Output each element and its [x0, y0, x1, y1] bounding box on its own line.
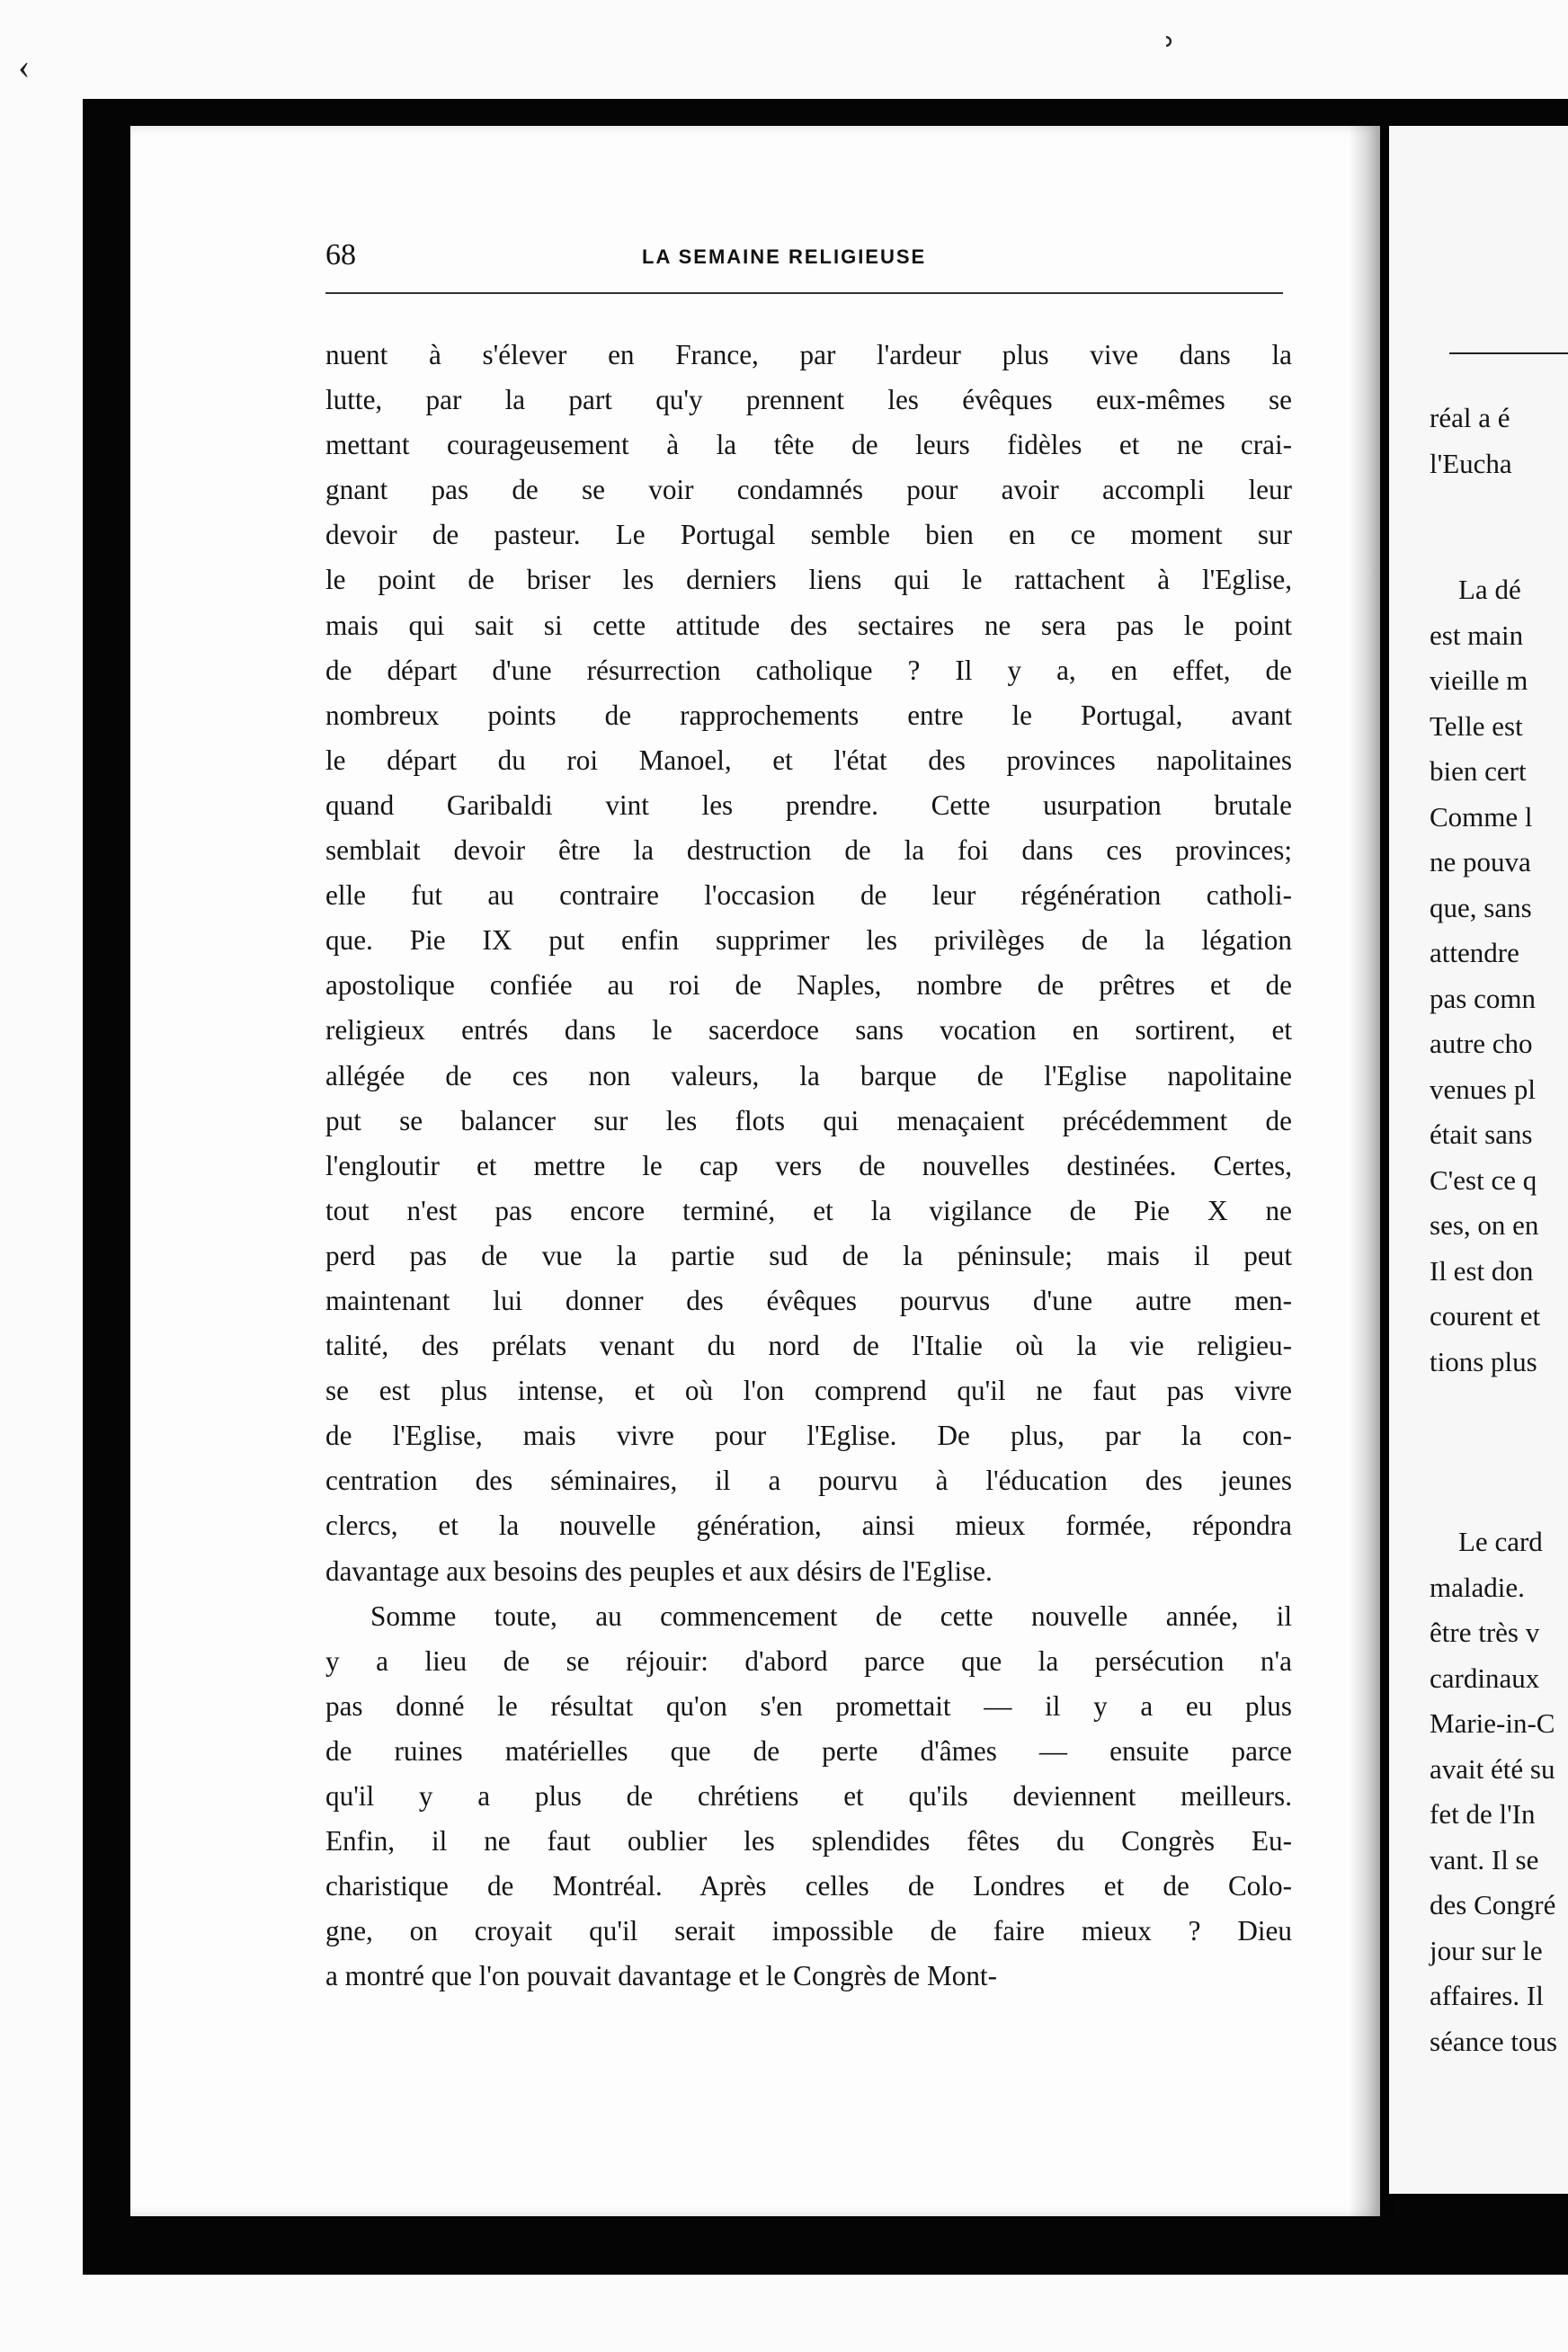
paragraph-gap [1430, 486, 1568, 567]
text-line: le départ du roi Manoel, et l'état des provinces napolitaines [325, 744, 1292, 776]
text-line: nuent à s'élever en France, par l'ardeur plus vive dans la [325, 339, 1292, 370]
text-line: attendre [1430, 937, 1519, 968]
text-line: mettant courageusement à la tête de leurs fidèles et ne crai- [325, 429, 1292, 461]
text-line: mais qui sait si cette attitude des sectaires ne sera pas le point [325, 609, 1292, 641]
running-title: LA SEMAINE RELIGIEUSE [642, 245, 927, 268]
text-line: clercs, et la nouvelle génération, ainsi mieux formée, répondra [325, 1510, 1292, 1542]
text-line: de l'Eglise, mais vivre pour l'Eglise. De plus, par la con- [325, 1420, 1292, 1452]
text-line: Telle est [1430, 709, 1523, 742]
text-line: ne pouva [1430, 846, 1531, 878]
text-line: gnant pas de se voir condamnés pour avoir accompli leur [325, 474, 1292, 506]
text-line: courent et [1430, 1300, 1541, 1332]
text-line: l'engloutir et mettre le cap vers de nouvelles destinées. Certes, [325, 1149, 1292, 1181]
text-line: put se balancer sur les flots qui menaçaient précédemment de [325, 1104, 1292, 1136]
text-line: gne, on croyait qu'il serait impossible de faire mieux ? Dieu [325, 1915, 1292, 1947]
text-line: y a lieu de se réjouir: d'abord parce que la persécution n'a [325, 1644, 1292, 1677]
text-line: qu'il y a plus de chrétiens et qu'ils deviennent meilleurs. [325, 1780, 1292, 1812]
text-line: La dé [1458, 574, 1521, 605]
text-line: pas comn [1430, 982, 1536, 1014]
text-line: Le card [1458, 1526, 1543, 1557]
text-line: fet de l'In [1430, 1798, 1536, 1830]
text-line: être très v [1430, 1617, 1540, 1648]
right-page-text [1430, 396, 1568, 2064]
text-line: réal a é [1430, 402, 1510, 433]
text-line: des Congré [1430, 1889, 1556, 1920]
text-line: centration des séminaires, il a pourvu à l'éducation des jeunes [325, 1465, 1292, 1497]
text-line: religieux entrés dans le sacerdoce sans vocation en sortirent, et [325, 1014, 1292, 1047]
text-line: a montré que l'on pouvait davantage et le Congrès de Mont- [325, 1960, 997, 1992]
text-line: séance tous [1430, 2025, 1558, 2057]
text-line: que, sans [1430, 891, 1532, 923]
text-line: Comme l [1430, 800, 1533, 833]
page-number: 68 [325, 238, 356, 272]
text-line: l'Eucha [1430, 447, 1512, 479]
text-line: tout n'est pas encore terminé, et la vigilance de Pie X ne [325, 1194, 1292, 1226]
text-line: nombreux points de rapprochements entre le Portugal, avant [325, 699, 1292, 731]
text-line: de ruines matérielles que de perte d'âmes — ensuite parce [325, 1734, 1292, 1767]
scan-mark: ‹ [18, 46, 31, 86]
text-line: le point de briser les derniers liens qui le rattachent à l'Eglise, [325, 564, 1292, 596]
text-line: davantage aux besoins des peuples et aux désirs de l'Eglise. [325, 1555, 993, 1587]
text-line: semblait devoir être la destruction de la foi dans ces provinces; [325, 834, 1292, 867]
scan-mark: ʾ [1160, 28, 1178, 87]
text-line: apostolique confiée au roi de Naples, nombre de prêtres et de [325, 969, 1292, 1002]
text-line: affaires. Il [1430, 1980, 1544, 2011]
text-line: Somme toute, au commencement de cette nouvelle année, il [370, 1599, 1292, 1632]
right-page-rule [1449, 352, 1568, 354]
text-line: maintenant lui donner des évêques pourvus d'une autre men- [325, 1284, 1292, 1316]
text-line: lutte, par la part qu'y prennent les évêques eux-mêmes se [325, 384, 1292, 416]
text-line: cardinaux [1430, 1662, 1540, 1694]
text-line: Marie-in-C [1430, 1707, 1555, 1739]
text-line: allégée de ces non valeurs, la barque de l'Eglise napolitaine [325, 1059, 1292, 1091]
paragraph-gap [1430, 1385, 1568, 1519]
text-line: elle fut au contraire l'occasion de leur régénération catholi- [325, 879, 1292, 912]
text-line: ses, on en [1430, 1209, 1539, 1241]
text-line: C'est ce q [1430, 1163, 1537, 1196]
text-line: Il est don [1430, 1254, 1534, 1287]
left-page-text [325, 333, 1292, 1999]
text-line: autre cho [1430, 1028, 1533, 1059]
page-header [325, 238, 1283, 292]
text-line: perd pas de vue la partie sud de la péninsule; mais il peut [325, 1239, 1292, 1271]
text-line: se est plus intense, et où l'on comprend qu'il ne faut pas vivre [325, 1375, 1292, 1407]
text-line: venues pl [1430, 1073, 1536, 1105]
text-line: est main [1430, 619, 1524, 651]
text-line: de départ d'une résurrection catholique ? Il y a, en effet, de [325, 654, 1292, 686]
text-line: pas donné le résultat qu'on s'en promettait — il y a eu plus [325, 1689, 1292, 1722]
text-line: bien cert [1430, 755, 1527, 787]
text-line: talité, des prélats venant du nord de l'Italie où la vie religieu- [325, 1330, 1292, 1362]
text-line: jour sur le [1430, 1934, 1543, 1966]
text-line: était sans [1430, 1118, 1533, 1150]
text-line: charistique de Montréal. Après celles de Londres et de Colo- [325, 1870, 1292, 1902]
text-line: tions plus [1430, 1345, 1537, 1377]
text-line: quand Garibaldi vint les prendre. Cette usurpation brutale [325, 788, 1292, 821]
text-line: devoir de pasteur. Le Portugal semble bien en ce moment sur [325, 519, 1292, 551]
text-line: maladie. [1430, 1571, 1525, 1603]
gutter-shadow [1349, 126, 1394, 2216]
text-line: vieille m [1430, 664, 1528, 696]
text-line: que. Pie IX put enfin supprimer les privilèges de la légation [325, 924, 1292, 957]
text-line: Enfin, il ne faut oublier les splendides fêtes du Congrès Eu- [325, 1825, 1292, 1858]
header-rule [325, 292, 1283, 294]
text-line: avait été su [1430, 1752, 1555, 1785]
text-line: vant. Il se [1430, 1843, 1539, 1875]
